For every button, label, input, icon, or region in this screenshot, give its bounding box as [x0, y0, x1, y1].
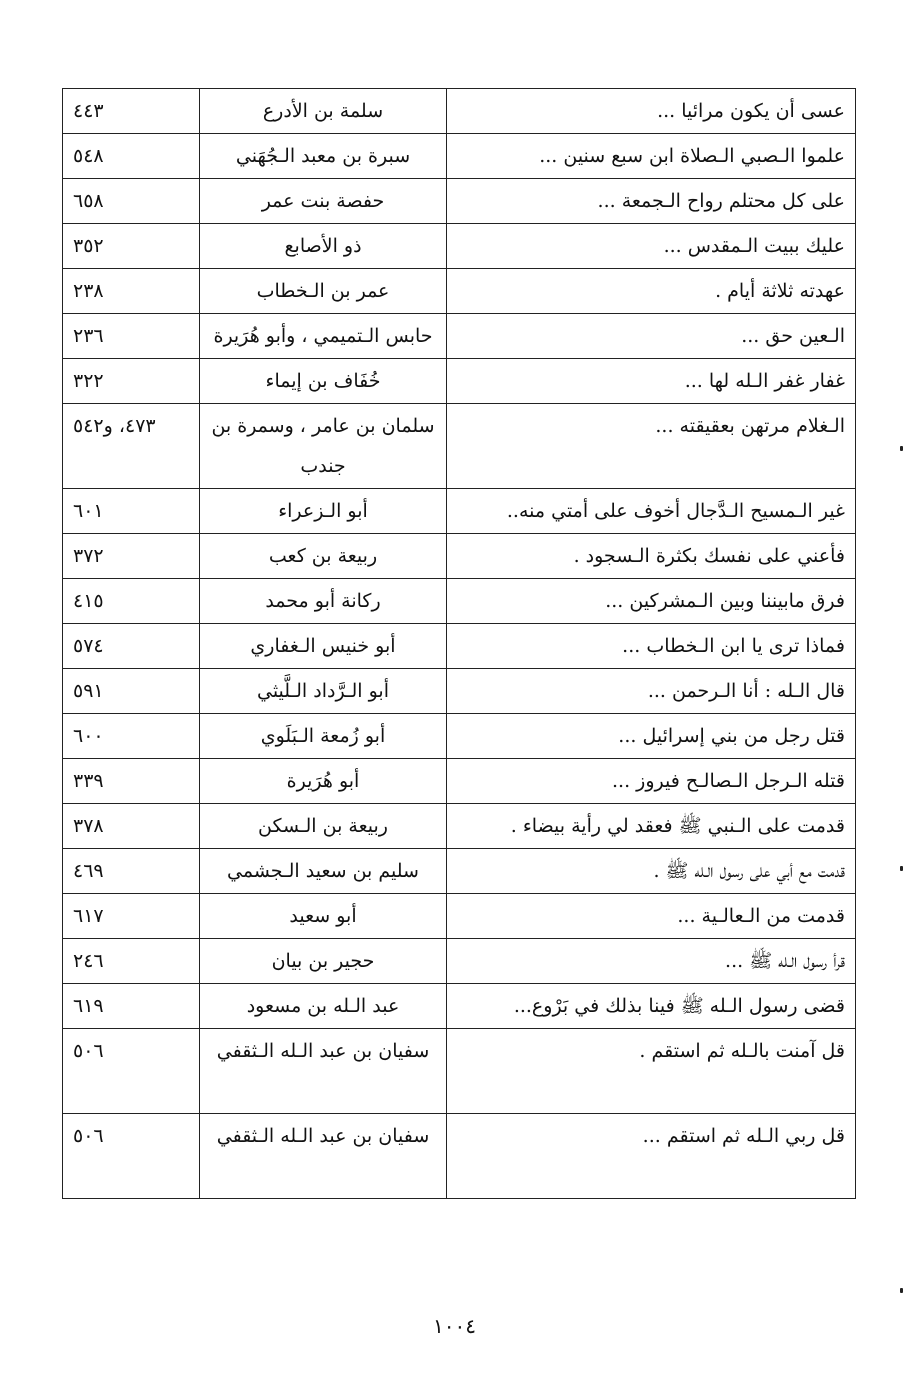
narrator-cell: أبو الـزعراء	[200, 489, 447, 534]
narrator-cell: أبو سعيد	[200, 894, 447, 939]
narrator-cell: ربيعة بن الـسكن	[200, 804, 447, 849]
table-row	[63, 804, 856, 849]
table-row	[63, 1029, 856, 1114]
narrator-cell: سلمة بن الأدرع	[200, 89, 447, 134]
narrator-cell: ركانة أبو محمد	[200, 579, 447, 624]
table-row	[63, 224, 856, 269]
narrator-cell: خُفَاف بن إيماء	[200, 359, 447, 404]
hadith-text-cell: فرق مابيننا وبين الـمشركين ...	[447, 579, 856, 624]
table-row	[63, 759, 856, 804]
page-reference-cell: ٥٠٦	[63, 1114, 200, 1199]
table-row	[63, 314, 856, 359]
table-row	[63, 1114, 856, 1199]
narrator-cell: سبرة بن معبد الـجُهَني	[200, 134, 447, 179]
narrator-cell: حجير بن بيان	[200, 939, 447, 984]
hadith-index-table	[62, 88, 856, 1199]
hadith-text-cell: فماذا ترى يا ابن الـخطاب ...	[447, 624, 856, 669]
table-row	[63, 404, 856, 489]
page-reference-cell: ٤٤٣	[63, 89, 200, 134]
narrator-cell: عبد الـله بن مسعود	[200, 984, 447, 1029]
page-reference-cell: ٥٧٤	[63, 624, 200, 669]
page-reference-cell: ٦١٩	[63, 984, 200, 1029]
narrator-cell: سليم بن سعيد الـجشمي	[200, 849, 447, 894]
hadith-text-cell: عليك ببيت الـمقدس ...	[447, 224, 856, 269]
hadith-text-cell: قل آمنت بالـله ثم استقم .	[447, 1029, 856, 1114]
table-row	[63, 624, 856, 669]
page-reference-cell: ٢٣٦	[63, 314, 200, 359]
narrator-cell: أبو زُمعة الـبَلَوي	[200, 714, 447, 759]
table-row	[63, 89, 856, 134]
hadith-text-cell: قل ربي الـله ثم استقم ...	[447, 1114, 856, 1199]
page-reference-cell: ٣٧٨	[63, 804, 200, 849]
narrator-cell: أبو خنيس الـغفاري	[200, 624, 447, 669]
narrator-cell: سفيان بن عبد الـله الـثقفي	[200, 1114, 447, 1199]
narrator-cell: أبو الـرَّداد الـلَّيثي	[200, 669, 447, 714]
hadith-text-cell: فأعني على نفسك بكثرة الـسجود .	[447, 534, 856, 579]
index-table-body	[63, 89, 856, 1199]
margin-mark	[900, 1288, 903, 1293]
table-row	[63, 894, 856, 939]
page-reference-cell: ٦٠٠	[63, 714, 200, 759]
table-row	[63, 579, 856, 624]
hadith-text-cell: قدمت على الـنبي ﷺ فعقد لي رأية بيضاء .	[447, 804, 856, 849]
page-reference-cell: ٥٠٦	[63, 1029, 200, 1114]
page-reference-cell: ٤١٥	[63, 579, 200, 624]
narrator-cell: ذو الأصابع	[200, 224, 447, 269]
page-reference-cell: ٦٠١	[63, 489, 200, 534]
hadith-text-cell: قدمت مع أبي على رسول الـله ﷺ .	[447, 849, 856, 894]
narrator-cell: حابس الـتميمي ، وأبو هُرَيرة	[200, 314, 447, 359]
table-row	[63, 984, 856, 1029]
hadith-text-cell: عهدته ثلاثة أيام .	[447, 269, 856, 314]
table-row	[63, 669, 856, 714]
page-reference-cell: ٣٥٢	[63, 224, 200, 269]
table-row	[63, 179, 856, 224]
narrator-cell: عمر بن الـخطاب	[200, 269, 447, 314]
hadith-text-cell: قضى رسول الـله ﷺ فينا بذلك في بَرْوع...	[447, 984, 856, 1029]
narrator-cell: ربيعة بن كعب	[200, 534, 447, 579]
page-number: ١٠٠٤	[433, 1314, 476, 1338]
hadith-text-cell: قرأ رسول الـله ﷺ ...	[447, 939, 856, 984]
narrator-cell: حفصة بنت عمر	[200, 179, 447, 224]
hadith-text-cell: علموا الـصبي الـصلاة ابن سبع سنين ...	[447, 134, 856, 179]
page-reference-cell: ٢٤٦	[63, 939, 200, 984]
hadith-text-cell: الـغلام مرتهن بعقيقته ...	[447, 404, 856, 489]
page-reference-cell: ٤٧٣، و٥٤٢	[63, 404, 200, 489]
page-reference-cell: ٢٣٨	[63, 269, 200, 314]
margin-mark	[900, 446, 903, 451]
hadith-text-cell: قدمت من الـعالـية ...	[447, 894, 856, 939]
table-row	[63, 489, 856, 534]
hadith-text-cell: قتل رجل من بني إسرائيل ...	[447, 714, 856, 759]
hadith-text-cell: غير الـمسيح الـدَّجال أخوف على أمتي منه..	[447, 489, 856, 534]
table-row	[63, 359, 856, 404]
page-reference-cell: ٣٧٢	[63, 534, 200, 579]
table-row	[63, 134, 856, 179]
margin-mark	[900, 866, 903, 871]
page-reference-cell: ٦١٧	[63, 894, 200, 939]
hadith-text-cell: عسى أن يكون مرائيا ...	[447, 89, 856, 134]
hadith-text-cell: على كل محتلم رواح الـجمعة ...	[447, 179, 856, 224]
hadith-text-cell: قال الـله : أنا الـرحمن ...	[447, 669, 856, 714]
table-row	[63, 534, 856, 579]
hadith-text-cell: غفار غفر الـله لها ...	[447, 359, 856, 404]
narrator-cell: سلمان بن عامر ، وسمرة بن جندب	[200, 404, 447, 489]
narrator-cell: أبو هُرَيرة	[200, 759, 447, 804]
table-row	[63, 849, 856, 894]
page-reference-cell: ٤٦٩	[63, 849, 200, 894]
page-reference-cell: ٦٥٨	[63, 179, 200, 224]
page-reference-cell: ٣٢٢	[63, 359, 200, 404]
hadith-text-cell: الـعين حق ...	[447, 314, 856, 359]
narrator-cell: سفيان بن عبد الـله الـثقفي	[200, 1029, 447, 1114]
page-reference-cell: ٣٣٩	[63, 759, 200, 804]
table-row	[63, 939, 856, 984]
page-reference-cell: ٥٩١	[63, 669, 200, 714]
page-reference-cell: ٥٤٨	[63, 134, 200, 179]
table-row	[63, 714, 856, 759]
hadith-text-cell: قتله الـرجل الـصالـح فيروز ...	[447, 759, 856, 804]
table-row	[63, 269, 856, 314]
